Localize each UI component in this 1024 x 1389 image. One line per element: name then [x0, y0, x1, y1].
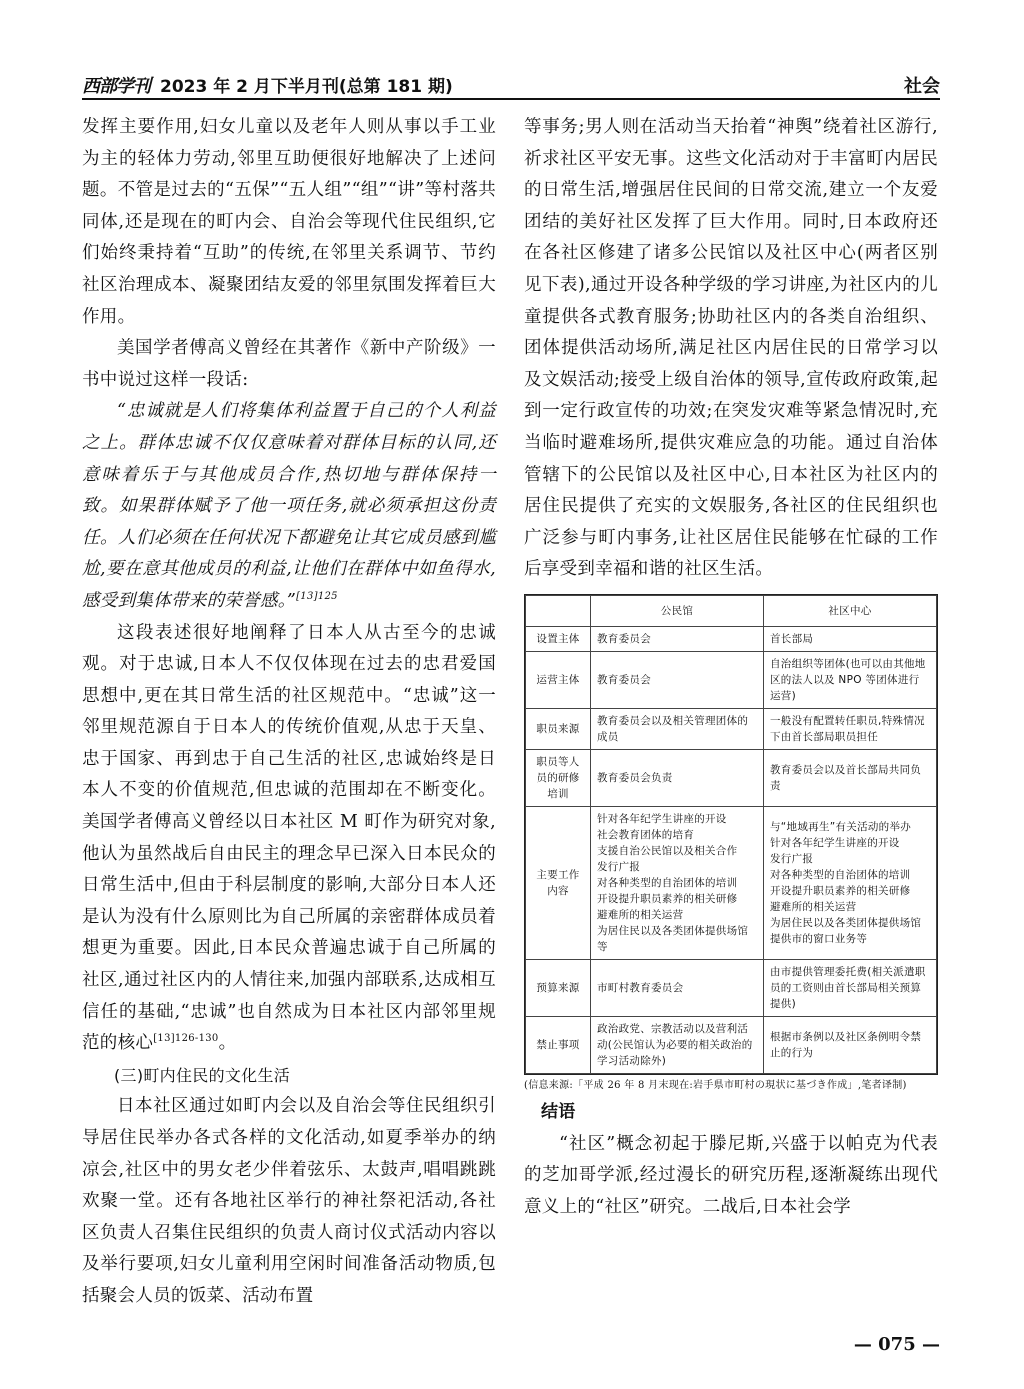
- table-cell: 政治政党、宗教活动以及营利活动(公民馆认为必要的相关政治的学习活动除外): [591, 1016, 764, 1073]
- citation-ref: [13]125: [296, 591, 338, 603]
- paragraph: [82, 618, 496, 1060]
- table-row: [526, 708, 937, 749]
- paragraph: 发挥主要作用,妇女儿童以及老年人则从事以手工业为主的轻体力劳动,邻里互助便很好地解决了上述问题。不管是过去的“五保”“五人组”“组”“讲”等村落共同体,还是现在的町内会、自治会等现代住民组织,它们始终秉持着“互助”的传统,在邻里关系调节、节约社区治理成本、凝聚团结友爱的邻里氛围发挥着巨大作用。: [82, 117, 496, 327]
- table-row: [526, 959, 937, 1016]
- table-row: [526, 1016, 937, 1073]
- table-row-label: 职员等人员的研修培训: [526, 749, 591, 806]
- table-cell: 市町村教育委员会: [591, 959, 764, 1016]
- section-heading: 结语: [541, 1101, 576, 1122]
- table-cell: 针对各年纪学生讲座的开设 社会教育团体的培育 支援自治公民馆以及相关合作 发行广报 对各种类型的自治团体的培训 开设提升职员素养的相关研修 避难所的相关运营 为居住民以及各类团体提供场馆等: [591, 806, 764, 959]
- paragraph: 日本社区通过如町内会以及自治会等住民组织引导居住民举办各式各样的文化活动,如夏季举办的纳凉会,社区中的男女老少伴着弦乐、太鼓声,唱唱跳跳欢聚一堂。还有各地社区举行的神社祭祀活动,各社区负责人召集住民组织的负责人商讨仪式活动内容以及举行要项,妇女儿童利用空闲时间准备活动物质,包括聚会人员的饭菜、活动布置: [82, 1096, 496, 1306]
- table-cell: 教育委员会以及相关管理团体的成员: [591, 708, 764, 749]
- table-row: [526, 651, 937, 708]
- table-row-label: 主要工作内容: [526, 806, 591, 959]
- table-cell: 一般没有配置转任职员,特殊情况下由首长部局职员担任: [764, 708, 937, 749]
- header-rule: [82, 98, 940, 100]
- table-row-label: 禁止事项: [526, 1016, 591, 1073]
- table-row-label: 设置主体: [526, 626, 591, 651]
- right-column: [524, 112, 938, 1223]
- block-quote: [82, 396, 496, 617]
- table-cell: 教育委员会: [591, 651, 764, 708]
- page-header: [82, 66, 940, 100]
- table-row-label: 预算来源: [526, 959, 591, 1016]
- table-cell: 教育委员会以及首长部局共同负责: [764, 749, 937, 806]
- table-cell: 由市提供管理委托费(相关派遣职员的工资则由首长部局相关预算提供): [764, 959, 937, 1016]
- section-name: 社会: [904, 76, 940, 97]
- table-row: [526, 806, 937, 959]
- paragraph-text: 这段表述很好地阐释了日本人从古至今的忠诚观。对于忠诚,日本人不仅仅体现在过去的忠君爱国思想中,更在其日常生活的社区规范中。“忠诚”这一邻里规范源自于日本人的传统价值观,从忠于天皇、忠于国家、再到忠于自己生活的社区,忠诚始终是日本人不变的价值规范,但忠诚的范围却在不断变化。美国学者傅高义曾经以日本社区 M 町作为研究对象,他认为虽然战后自由民主的理念早已深入日本民众的日常生活中,但由于科层制度的影响,大部分日本人还是认为没有什么原则比为自己所属的亲密群体成员着想更为重要。因此,日本民众普遍忠诚于自己所属的社区,通过社区内的人情往来,加强内部联系,达成相互信任的基础,“忠诚”也自然成为日本社区内部邻里规范的核心: [82, 622, 496, 1054]
- table-cell: 自治组织等团体(也可以由其他地区的法人以及 NPO 等团体进行运营): [764, 651, 937, 708]
- journal-logo: 西部学刊: [82, 76, 150, 97]
- quote-text: “忠诚就是人们将集体利益置于自己的个人利益之上。群体忠诚不仅仅意味着对群体目标的认同,还意味着乐于与其他成员合作,热切地与群体保持一致。如果群体赋予了他一项任务,就必须承担这份责任。人们必须在任何状况下都避免让其它成员感到尴尬,要在意其他成员的利益,让他们在群体中如鱼得水,感受到集体带来的荣誉感。”: [82, 401, 496, 611]
- paragraph: 等事务;男人则在活动当天抬着“神舆”绕着社区游行,祈求社区平安无事。这些文化活动对于丰富町内居民的日常生活,增强居住民间的日常交流,建立一个友爱团结的美好社区发挥了巨大作用。同时,日本政府还在各社区修建了诸多公民馆以及社区中心(两者区别见下表),通过开设各种学级的学习讲座,为社区内的儿童提供各式教育服务;协助社区内的各类自治组织、团体提供活动场所,满足社区内居住民的日常学习以及文娱活动;接受上级自治体的领导,宣传政府政策,起到一定行政宣传的功效;在突发灾难等紧急情况时,充当临时避难场所,提供灾难应急的功能。通过自治体管辖下的公民馆以及社区中心,日本社区为社区内的居住民提供了充实的文娱服务,各社区的住民组织也广泛参与町内事务,让社区居住民能够在忙碌的工作后享受到幸福和谐的社区生活。: [524, 117, 938, 580]
- table-row-label: 职员来源: [526, 708, 591, 749]
- table-row: [526, 626, 937, 651]
- table-source-note: (信息来源:「平成 26 年 8 月末现在:岩手県市町村の現状に基づき作成」,笔者译制): [524, 1079, 907, 1091]
- table-row-label: 运营主体: [526, 651, 591, 708]
- table-cell: 教育委员会: [591, 626, 764, 651]
- table-cell: 首长部局: [764, 626, 937, 651]
- table-header-row: [526, 595, 937, 626]
- table-header-cell: [526, 595, 591, 626]
- table-cell: 根据市条例以及社区条例明令禁止的行为: [764, 1016, 937, 1073]
- comparison-table: [525, 595, 937, 1074]
- issue-info: 2023 年 2 月下半月刊(总第 181 期): [160, 77, 453, 97]
- table-cell: 与“地域再生”有关活动的举办 针对各年纪学生讲座的开设 发行广报 对各种类型的自治团体的培训 开设提升职员素养的相关研修 避难所的相关运营 为居住民以及各类团体提供场馆 提供市的窗口业务等: [764, 806, 937, 959]
- paragraph-end: 。: [218, 1033, 237, 1054]
- page-number: — 075 —: [853, 1334, 940, 1355]
- comparison-table-frame: [524, 594, 938, 1075]
- left-column: [82, 112, 496, 1313]
- subsection-heading: (三)町内住民的文化生活: [114, 1065, 291, 1085]
- table-row: [526, 749, 937, 806]
- paragraph: “社区”概念初起于滕尼斯,兴盛于以帕克为代表的芝加哥学派,经过漫长的研究历程,逐渐凝练出现代意义上的“社区”研究。二战后,日本社会学: [524, 1133, 938, 1217]
- table-cell: 教育委员会负责: [591, 749, 764, 806]
- table-header-cell: 社区中心: [764, 595, 937, 626]
- table-body: [526, 626, 937, 1073]
- table-header-cell: 公民馆: [591, 595, 764, 626]
- citation-ref: [13]126-130: [153, 1033, 219, 1045]
- paragraph: 美国学者傅高义曾经在其著作《新中产阶级》一书中说过这样一段话:: [82, 338, 496, 390]
